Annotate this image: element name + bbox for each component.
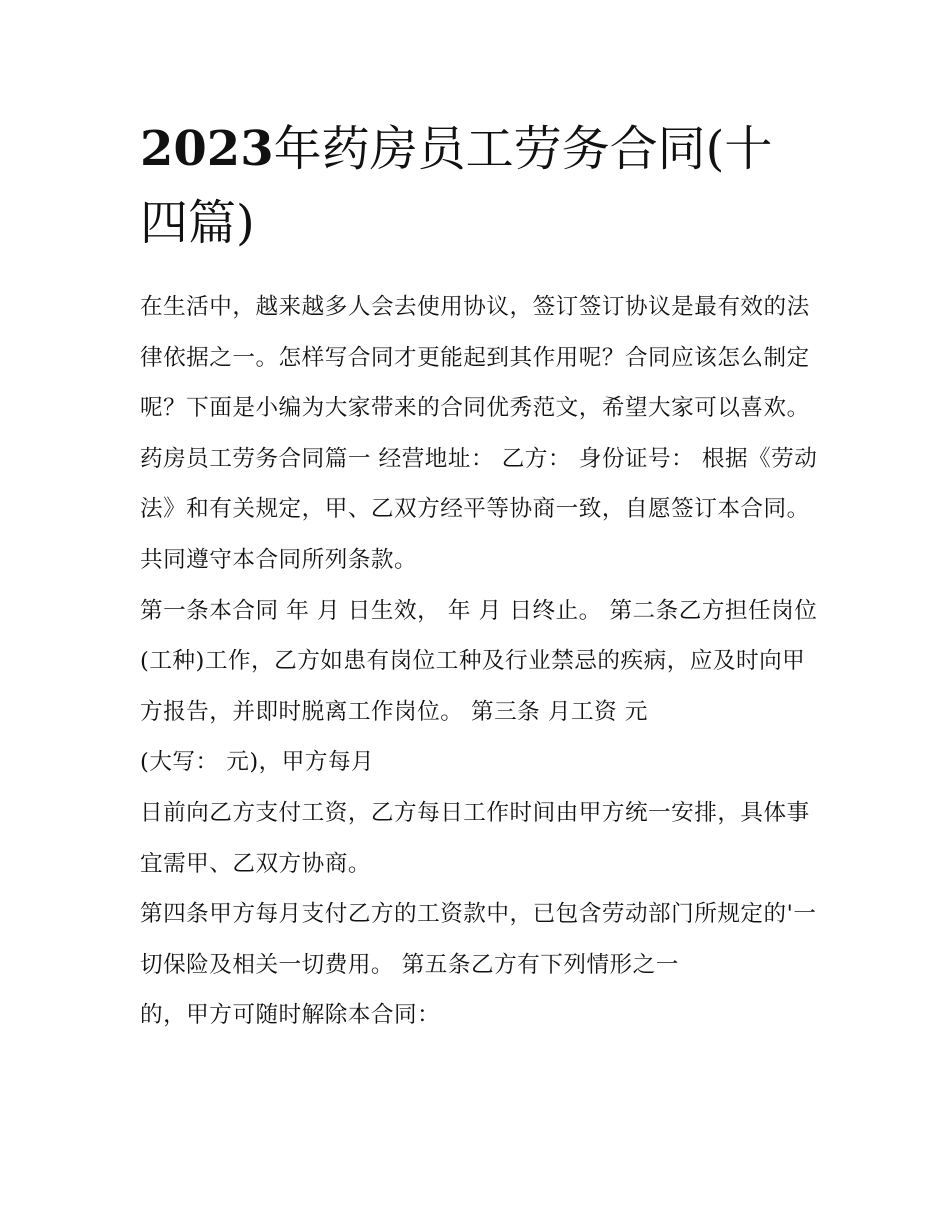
paragraph-contract-header: 药房员工劳务合同篇一 经营地址： 乙方： 身份证号： 根据《劳动法》和有关规定，甲、乙双方经平等协商一致，自愿签订本合同。共同遵守本合同所列条款。 (140, 445, 818, 573)
title-text: 年药房员工劳务合同(十四篇) (140, 121, 773, 251)
paragraph-payment-day: 日前向乙方支付工资，乙方每日工作时间由甲方统一安排，具体事宜需甲、乙双方协商。 (140, 799, 810, 877)
paragraph-articles-1-3: 第一条本合同 年 月 日生效， 年 月 日终止。 第二条乙方担任岗位(工种)工作，乙方如患有岗位工种及行业禁忌的疾病，应及时向甲方报告，并即时脱离工作岗位。 第三条 月工资 元 (140, 597, 818, 725)
paragraph-intro: 在生活中，越来越多人会去使用协议，签订签订协议是最有效的法律依据之一。怎样写合同才更能起到其作用呢？合同应该怎么制定呢？下面是小编为大家带来的合同优秀范文，希望大家可以喜欢。 (140, 294, 810, 422)
paragraph-wage-amount: (大写： 元)，甲方每月 (140, 749, 375, 776)
title-year: 2023 (140, 121, 274, 177)
paragraph-article-4-5: 第四条甲方每月支付乙方的工资款中，已包含劳动部门所规定的'一切保险及相关一切费用。 第五条乙方有下列情形之一 (140, 901, 817, 978)
document-title (140, 112, 820, 260)
paragraph-termination: 的，甲方可随时解除本合同： (140, 1002, 441, 1029)
document-body (140, 282, 820, 1041)
